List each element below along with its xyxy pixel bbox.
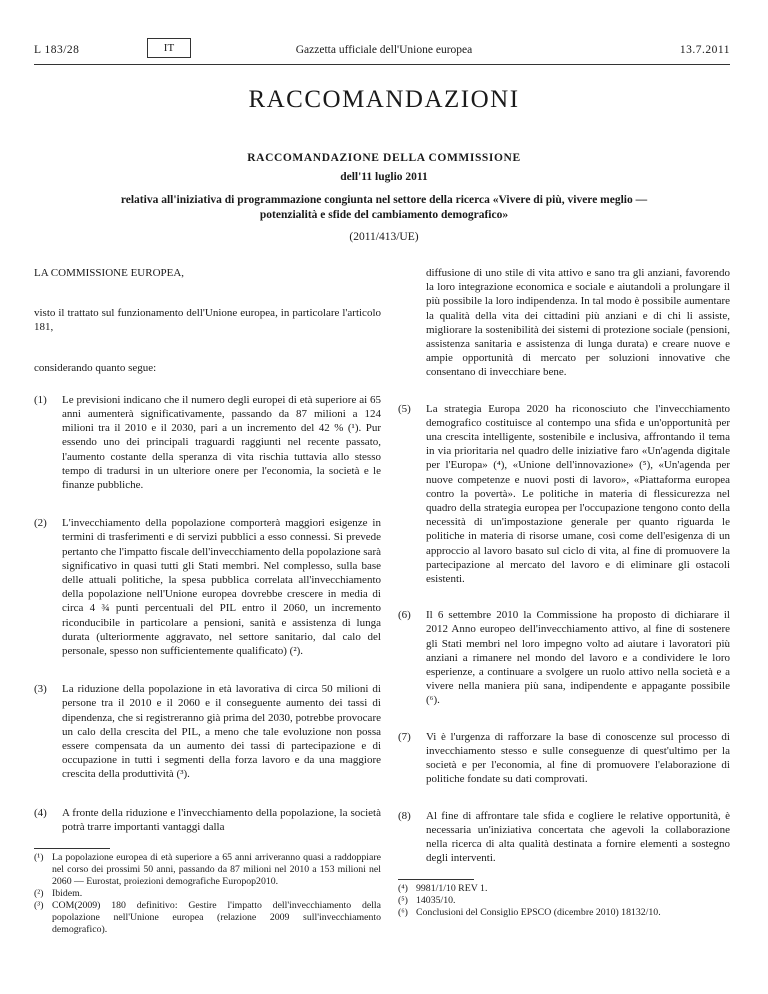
recital-4-continuation	[398, 266, 730, 380]
recital-5	[398, 402, 730, 587]
recital-7	[398, 730, 730, 787]
footnote-mark: (⁵)	[398, 895, 408, 907]
recital-number: (7)	[398, 730, 411, 743]
journal-title: Gazzetta ufficiale dell'Unione europea	[295, 44, 473, 56]
footnote-mark: (⁴)	[398, 883, 408, 895]
footnote-text: COM(2009) 180 definitivo: Gestire l'impatto dell'invecchiamento della popolazione nell'Unione europea (relazione 2009 sull'invecchiamento demografico).	[52, 900, 381, 936]
footnote-mark: (⁶)	[398, 907, 408, 919]
footnote-mark: (³)	[34, 900, 44, 912]
footnote-text: Ibidem.	[52, 888, 83, 900]
footnote-text: 14035/10.	[416, 895, 456, 907]
footnotes-left	[34, 848, 381, 936]
recital-4	[34, 806, 381, 834]
footnote	[34, 852, 381, 888]
citation-considerando: considerando quanto segue:	[34, 361, 157, 374]
footnote	[34, 900, 381, 936]
recital-number: (5)	[398, 402, 411, 415]
recital-8	[398, 809, 730, 866]
recital-number: (4)	[34, 806, 47, 819]
recital-1	[34, 393, 381, 492]
footnote-text: La popolazione europea di età superiore a 65 anni arriveranno quasi a raddoppiare nel corso dei prossimi 50 anni, passando da 87 milioni nel 2010 a 153 milioni nel 2060 — Eurostat, proiezioni demografiche Europop2010.	[52, 852, 381, 888]
footnote-rule	[398, 879, 474, 880]
act-date: dell'11 luglio 2011	[340, 171, 428, 183]
left-column	[34, 266, 381, 936]
publication-date: 13.7.2011	[679, 44, 730, 56]
right-column	[398, 266, 730, 919]
recital-3	[34, 682, 381, 781]
footnotes-right	[398, 879, 730, 919]
issue-number: L 183/28	[34, 44, 80, 56]
footnote-rule	[34, 848, 110, 849]
recital-6	[398, 608, 730, 707]
footnote	[34, 888, 381, 900]
header-rule	[34, 64, 730, 65]
footnote-text: 9981/1/10 REV 1.	[416, 883, 488, 895]
recital-text: Le previsioni indicano che il numero degli europei di età superiore ai 65 anni aumenterà significativamente, passando da 87 milioni a 124 milioni tra il 2010 e il 2030, pari a un incremento del 42 % (¹). Pur essendo uno dei principali traguardi raggiunti nel recente passato, l'aumento costante della speranza di vita rischia tuttavia allo stesso tempo di tradursi in un ulteriore onere per l'economia, la società e le finanze pubbliche.	[62, 393, 381, 492]
recital-text: L'invecchiamento della popolazione comporterà maggiori esigenze in termini di trasferimenti e di servizi pubblici a esso connessi. Si prevede pertanto che l'impatto fiscale dell'invecchiamento della popolazione sarà significativo in quasi tutti gli Stati membri. Nel complesso, sulla base delle attuali politiche, la spesa pubblica correlata all'invecchiamento della popolazione nell'Unione europea dovrebbe crescere in media di circa 4 ¾ punti percentuali del PIL entro il 2060, un incremento riconducibile in particolare a pensioni, sanità e assistenza di lunga durata (ulteriormente aggravato, nel settore sanitario, dal calo del personale, spesso non sufficientemente qualificato) (²).	[62, 517, 381, 658]
footnote-mark: (²)	[34, 888, 44, 900]
act-subject: relativa all'iniziativa di programmazione congiunta nel settore della ricerca «Vivere di più, vivere meglio — potenzialità e sfide del cambiamento demografico»	[120, 194, 648, 221]
recital-text: La riduzione della popolazione in età lavorativa di circa 50 milioni di persone tra il 2010 e il 2060 e il conseguente aumento dei tassi di dipendenza, che si registreranno già prima del 2030, potrebbe provocare un calo della crescita del PIL, a meno che tale evoluzione non possa essere compensata da un aumento dei tassi di partecipazione e di occupazione in tutti i segmenti della forza lavoro e da una maggiore crescita della produttività (³).	[62, 683, 381, 781]
recital-number: (3)	[34, 683, 47, 696]
footnote	[398, 883, 730, 895]
citation-visto: visto il trattato sul funzionamento dell'Unione europea, in particolare l'articolo 181,	[34, 307, 381, 334]
recital-2	[34, 516, 381, 658]
recital-text: La strategia Europa 2020 ha riconosciuto che l'invecchiamento demografico costituisce al contempo una sfida e un'opportunità per una crescita intelligente, sostenibile e inclusiva, affrontando il tema in via prioritaria nel quadro delle iniziative faro «Un'agenda digitale per l'Europa» (⁴), «Unione dell'innovazione» (⁵), «Un'agenda per nuove competenze e nuovi posti di lavoro», «Piattaforma europea contro la povertà». Le politiche in materia di flessicurezza nel quadro della strategia europea per l'occupazione tengono conto della necessità di un'impostazione generale per quanto riguarda le politiche in materia di risorse umane, così come dell'esigenza di un approccio al lavoro basato sul ciclo di vita, al fine di promuovere la partecipazione al mercato del lavoro e di eliminare gli ostacoli esistenti.	[426, 402, 730, 586]
recital-text: Il 6 settembre 2010 la Commissione ha proposto di dichiarare il 2012 Anno europeo dell'invecchiamento attivo, al fine di sostenere gli Stati membri nel loro impegno volto ad aiutare i lavoratori più anziani a rimanere nel mondo del lavoro e a condividere le loro esperienze, a continuare a svolgere un ruolo attivo nella società e a vivere nella maniera più sana, indipendente e appagante possibile (⁶).	[426, 609, 730, 707]
recital-number: (8)	[398, 809, 411, 822]
footnote-mark: (¹)	[34, 852, 44, 864]
recital-text: diffusione di uno stile di vita attivo e sano tra gli anziani, favorendo la loro integrazione economica e sociale e aiutandoli a prolungare il più possibile la loro indipendenza. In tal modo è possibile aumentare la qualità della vita dei cittadini più anziani e di chi li assiste, migliorare la sostenibilità dei sistemi di protezione sociale (pensioni, assistenza sanitaria e assistenza di lunga durata) e creare nuove e ampie opportunità di mercato per soluzioni innovative che consentano di invecchiare bene.	[426, 267, 730, 379]
act-reference: (2011/413/UE)	[349, 231, 419, 243]
author-line: LA COMMISSIONE EUROPEA,	[34, 267, 185, 279]
recital-number: (1)	[34, 393, 47, 406]
recital-text: Al fine di affrontare tale sfida e cogliere le relative opportunità, è necessaria un'iniziativa concertata che agevoli la collaborazione nella ricerca di alta qualità destinata a fornire elementi a sostegno degli interventi.	[426, 809, 730, 865]
recital-text: Vi è l'urgenza di rafforzare la base di conoscenze sul processo di invecchiamento stesso e sulle conseguenze di quest'ultimo per la società e per l'economia, al fine di promuovere l'elaborazione di politiche fondate su dati comprovati.	[426, 730, 730, 786]
footnote-text: Conclusioni del Consiglio EPSCO (dicembre 2010) 18132/10.	[416, 907, 661, 919]
section-title: RACCOMANDAZIONI	[248, 86, 520, 113]
recital-number: (6)	[398, 609, 411, 622]
recital-text: A fronte della riduzione e l'invecchiamento della popolazione, la società potrà trarre importanti vantaggi dalla	[62, 806, 381, 833]
footnote	[398, 895, 730, 907]
footnote	[398, 907, 730, 919]
language-code-box: IT	[147, 38, 191, 58]
recital-number: (2)	[34, 517, 47, 530]
act-title: RACCOMANDAZIONE DELLA COMMISSIONE	[247, 152, 521, 164]
